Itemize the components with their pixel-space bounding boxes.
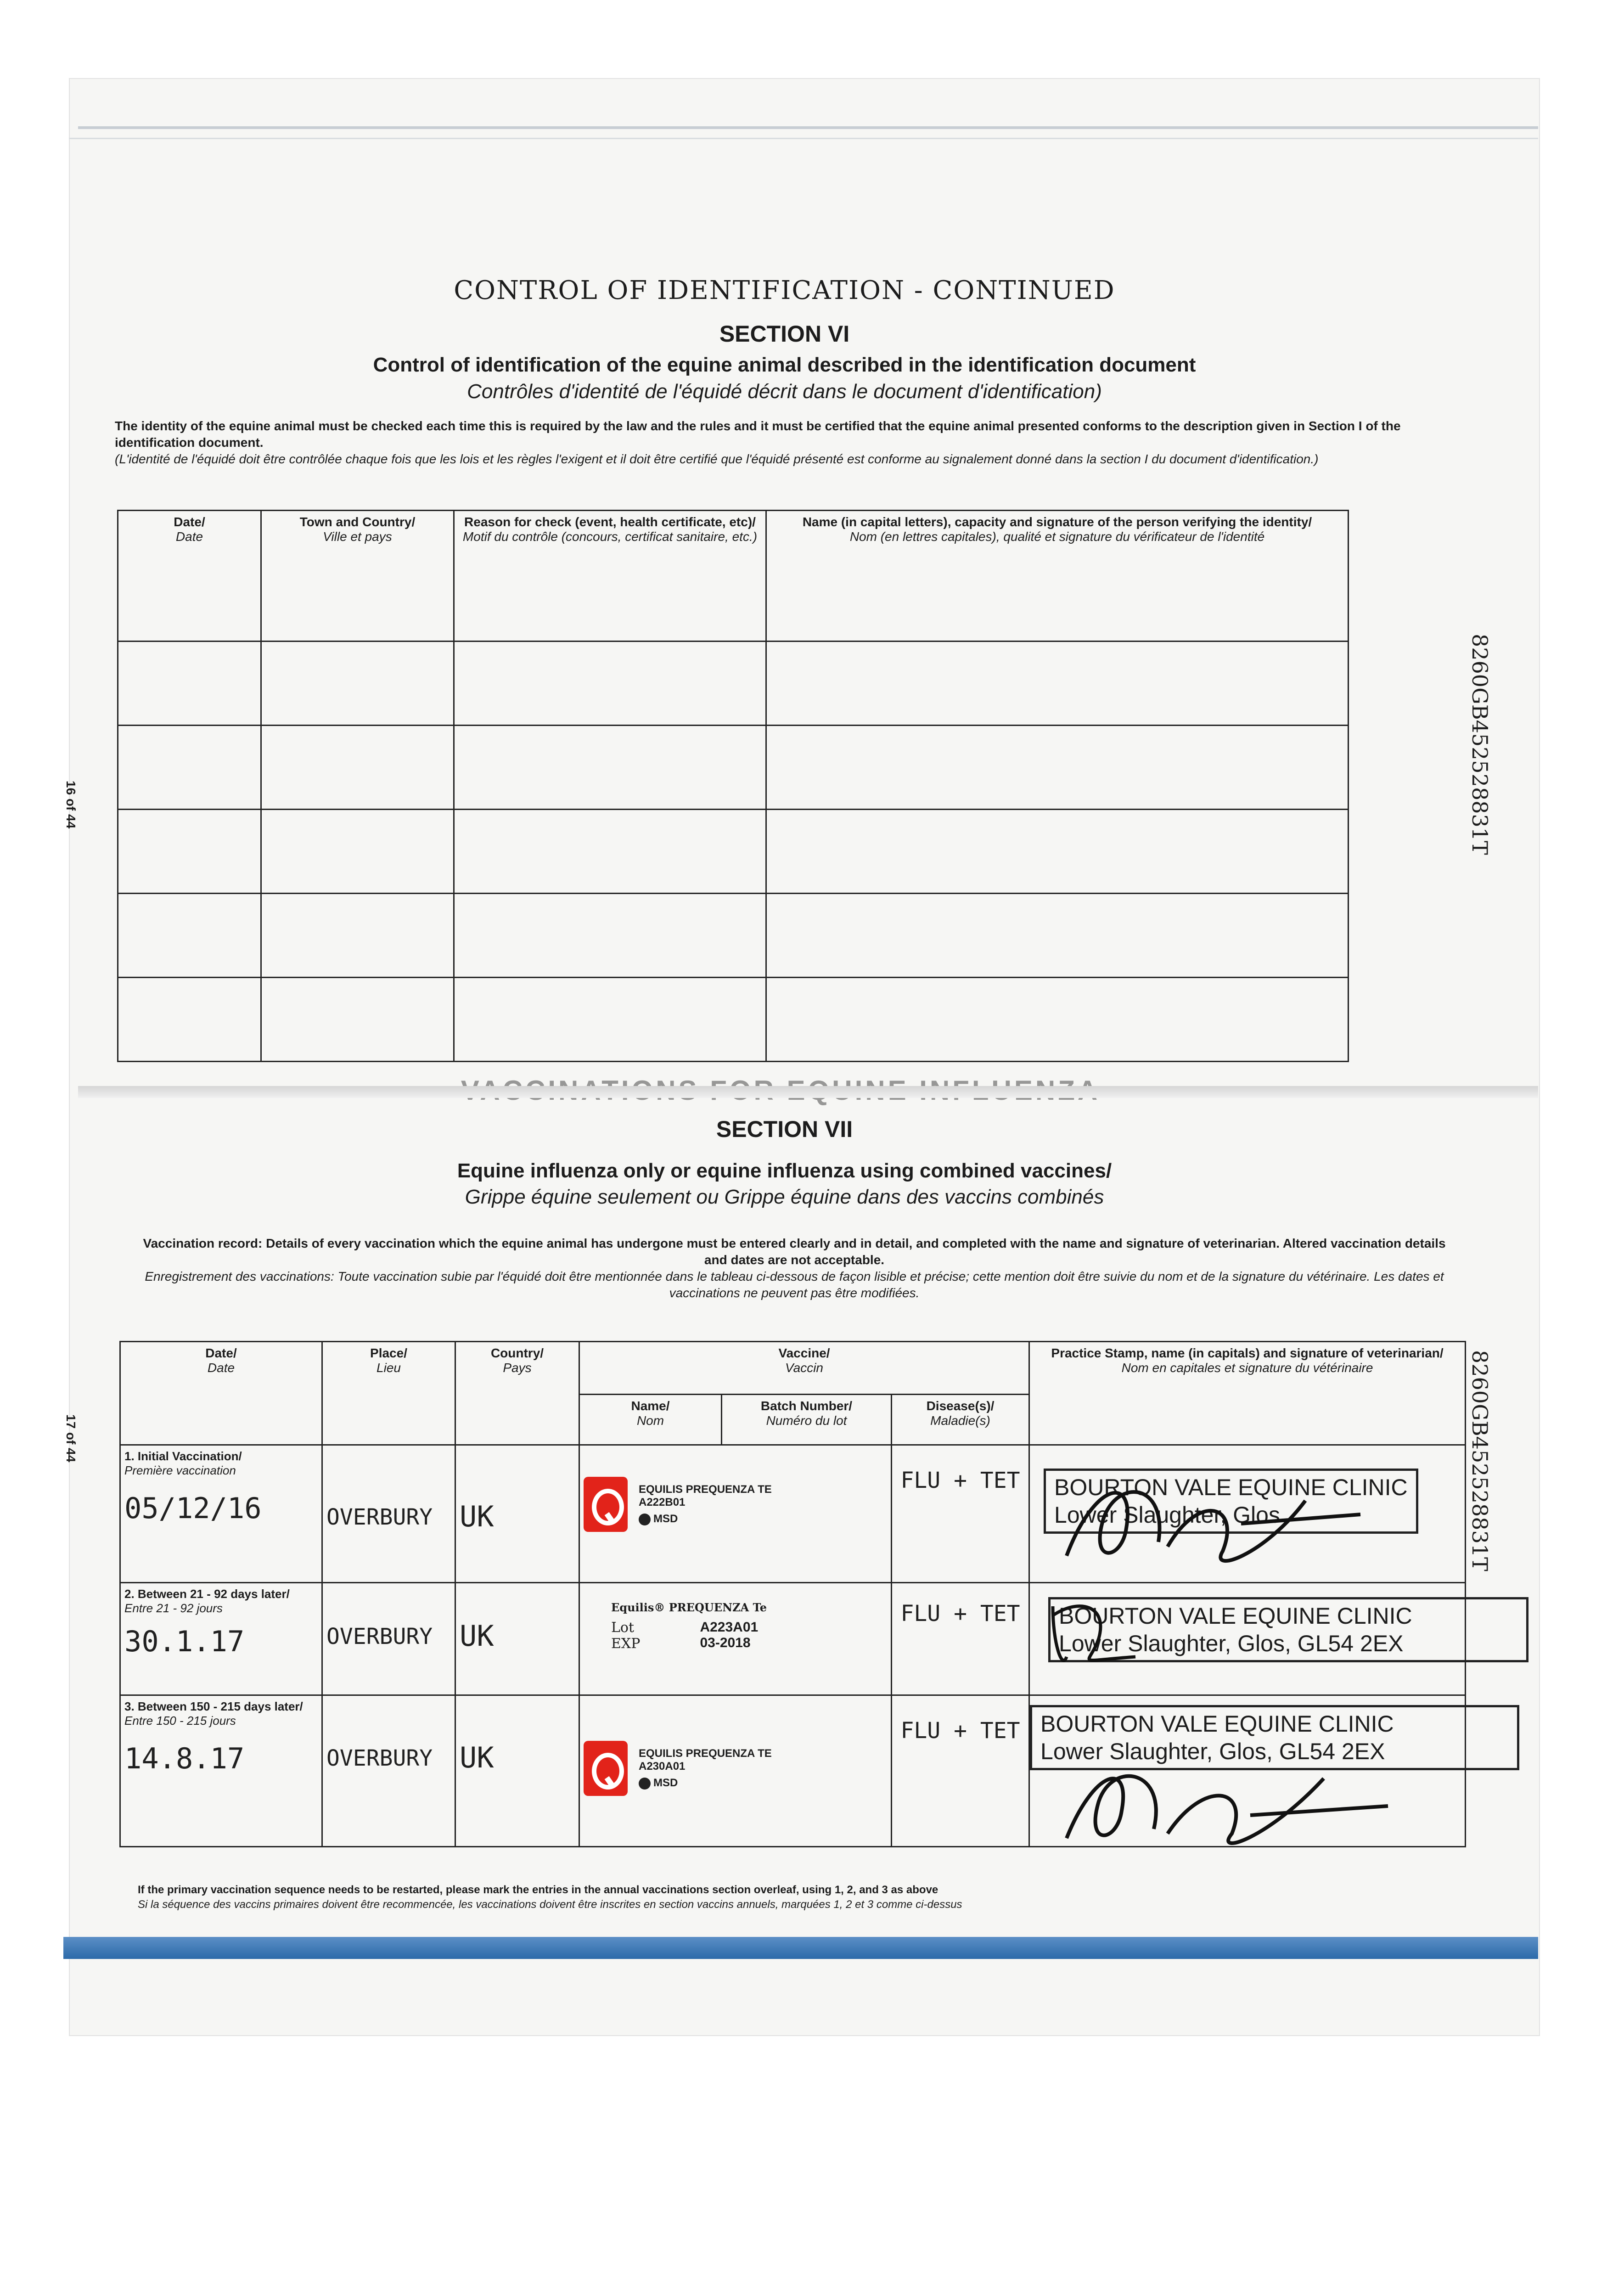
place-value: OVERBURY (326, 1624, 433, 1649)
col-vaccine: Vaccine/ Vaccin (579, 1342, 1029, 1395)
country-cell (455, 1695, 579, 1847)
section7-record-instructions (133, 1235, 1455, 1301)
vaccination-row (120, 1445, 1466, 1583)
table-cell (118, 810, 261, 894)
exp-label: EXP (611, 1636, 641, 1652)
vaccine-label (584, 1732, 887, 1796)
table-cell (118, 894, 261, 978)
col-disease: Disease(s)/ Maladie(s) (892, 1395, 1029, 1445)
table-cell (454, 894, 766, 978)
table-cell (454, 978, 766, 1062)
lot-label: Lot (611, 1620, 635, 1636)
place-cell (322, 1583, 455, 1695)
footnote-en: If the primary vaccination sequence needs to be restarted, please mark the entries in the annual vaccinations section overleaf, using 1, 2, and 3 as above (138, 1884, 938, 1896)
row-label: 3. Between 150 - 215 days later/ Entre 150 - 215 jours (124, 1699, 303, 1728)
page-number-16: 16 of 44 (64, 781, 78, 829)
vaccine-name: EQUILIS PREQUENZA TE (639, 1483, 772, 1496)
prequenza-logo-icon (584, 1741, 628, 1796)
identity-check-table (117, 510, 1349, 1062)
table-cell (261, 726, 454, 810)
page-edge-line (69, 138, 1538, 139)
table-cell (261, 978, 454, 1062)
section7-label: SECTION VII (716, 1116, 853, 1142)
vet-signature (1048, 1464, 1370, 1574)
section7-subtitle-fr: Grippe équine seulement ou Grippe équine dans des vaccins combinés (465, 1186, 1104, 1208)
place-cell (322, 1445, 455, 1583)
date-value: 05/12/16 (124, 1491, 262, 1525)
table-cell (766, 642, 1349, 726)
col-date: Date/ Date (118, 511, 261, 642)
table-cell (118, 978, 261, 1062)
row-date-cell (120, 1583, 322, 1695)
table-cell (454, 642, 766, 726)
row-date-cell (120, 1445, 322, 1583)
passport-number-top: 8260GB452528831T (1467, 634, 1492, 855)
country-value: UK (460, 1619, 494, 1653)
country-cell (455, 1583, 579, 1695)
col-verifier: Name (in capital letters), capacity and signature of the person verifying the identity/ Nom (en lettres capitales), qualité et signature du vérificateur de l'identité (766, 511, 1349, 642)
vaccination-row (120, 1583, 1466, 1695)
country-cell (455, 1445, 579, 1583)
stamp-cell (1029, 1445, 1466, 1583)
place-cell (322, 1695, 455, 1847)
vaccine-label (611, 1601, 887, 1652)
place-value: OVERBURY (326, 1504, 433, 1530)
disease-value: FLU + TET (900, 1468, 1020, 1493)
row-label: 2. Between 21 - 92 days later/ Entre 21 - 92 jours (124, 1587, 290, 1615)
vaccine-label-cell (579, 1445, 892, 1583)
footnote-fr: Si la séquence des vaccins primaires doivent être recommencée, les vaccinations doivent être inscrites en section vaccins annuels, marquées 1, 2 et 3 comme ci-dessus (138, 1898, 962, 1911)
table-cell (766, 894, 1349, 978)
vet-signature (1044, 1588, 1227, 1680)
section6-para-en: The identity of the equine animal must be checked each time this is required by the law and the rules and it must be certified that the equine animal presented conforms to the description given in Section I of the identification document. (115, 419, 1401, 450)
msd-icon (639, 1514, 651, 1525)
msd-icon (639, 1778, 651, 1790)
col-vaccine-name: Name/ Nom (579, 1395, 722, 1445)
batch-number: A230A01 (639, 1760, 686, 1773)
col-batch: Batch Number/ Numéro du lot (722, 1395, 892, 1445)
disease-value: FLU + TET (900, 1601, 1020, 1626)
practice-stamp: BOURTON VALE EQUINE CLINIC Lower Slaughter, Glos (1044, 1469, 1418, 1534)
disease-cell (892, 1583, 1029, 1695)
section7-subtitle-en: Equine influenza only or equine influenza using combined vaccines/ (457, 1159, 1112, 1182)
section6-para-fr: (L'identité de l'équidé doit être contrôlée chaque fois que les lois et les règles l'exigent et il doit être certifié que l'équidé présenté est conforme au signalement donné dans la section I du document d'identification.) (115, 452, 1319, 466)
practice-stamp: BOURTON VALE EQUINE CLINIC Lower Slaughter, Glos, GL54 2EX (1048, 1597, 1528, 1662)
practice-stamp: BOURTON VALE EQUINE CLINIC Lower Slaughter, Glos, GL54 2EX (1030, 1705, 1519, 1770)
col-reason: Reason for check (event, health certificate, etc)/ Motif du contrôle (concours, certificat sanitaire, etc.) (454, 511, 766, 642)
table-cell (261, 810, 454, 894)
col-place: Place/ Lieu (322, 1342, 455, 1445)
passport-number-bottom: 8260GB452528831T (1467, 1350, 1492, 1571)
country-value: UK (460, 1741, 494, 1774)
table-cell (454, 726, 766, 810)
section6-subtitle-en: Control of identification of the equine animal described in the identification document (373, 354, 1196, 376)
date-value: 14.8.17 (124, 1742, 245, 1775)
vaccination-table (119, 1341, 1466, 1847)
vet-signature (1039, 1751, 1406, 1852)
vaccine-name: EQUILIS PREQUENZA TE (639, 1747, 772, 1760)
table-cell (118, 726, 261, 810)
vaccine-label-cell (579, 1695, 892, 1847)
section6-header: CONTROL OF IDENTIFICATION - CONTINUED (454, 276, 1115, 305)
disease-cell (892, 1695, 1029, 1847)
page-fold (78, 1086, 1538, 1098)
section6-instructions (115, 418, 1446, 467)
table-cell (261, 642, 454, 726)
country-value: UK (460, 1500, 494, 1533)
page-number-17: 17 of 44 (64, 1414, 78, 1463)
disease-cell (892, 1445, 1029, 1583)
table-cell (766, 978, 1349, 1062)
section7-record-en: Vaccination record: Details of every vaccination which the equine animal has undergone must be entered clearly and in detail, and completed with the name and signature of veterinarian. Altered vaccination details and dates are not acceptable. (143, 1236, 1446, 1267)
vaccine-label (584, 1468, 887, 1532)
msd-logo: MSD (639, 1513, 678, 1525)
stamp-cell (1029, 1583, 1466, 1695)
row-date-cell (120, 1695, 322, 1847)
vaccination-row (120, 1695, 1466, 1847)
page-bottom-bar (63, 1937, 1538, 1959)
col-date: Date/ Date (120, 1342, 322, 1445)
page-edge-line (78, 126, 1538, 129)
col-practice-stamp: Practice Stamp, name (in capitals) and signature of veterinarian/ Nom en capitales et signature du vétérinaire (1029, 1342, 1466, 1445)
row-label: 1. Initial Vaccination/ Première vaccination (124, 1449, 242, 1477)
section6-label: SECTION VI (719, 321, 850, 347)
section7-record-fr: Enregistrement des vaccinations: Toute vaccination subie par l'équidé doit être mentionnée dans le tableau ci-dessous de façon lisible et précise; cette mention doit être suivie du nom et de la signature du vétérinaire. Les dates et vaccinations ne peuvent pas être modifiées. (145, 1269, 1444, 1300)
table-cell (261, 894, 454, 978)
table-cell (454, 810, 766, 894)
batch-number: A222B01 (639, 1496, 686, 1508)
batch-number: A223A01 (700, 1620, 759, 1635)
table-cell (766, 810, 1349, 894)
date-value: 30.1.17 (124, 1625, 245, 1658)
col-country: Country/ Pays (455, 1342, 579, 1445)
table-cell (766, 726, 1349, 810)
section6-subtitle-fr: Contrôles d'identité de l'équidé décrit dans le document d'identification) (467, 380, 1102, 403)
vaccine-label-cell (579, 1583, 892, 1695)
vaccine-name: Equilis® PREQUENZA Te (611, 1601, 767, 1614)
prequenza-logo-icon (584, 1477, 628, 1532)
expiry-date: 03-2018 (700, 1635, 751, 1650)
msd-logo: MSD (639, 1777, 678, 1790)
place-value: OVERBURY (326, 1745, 433, 1771)
stamp-cell (1029, 1695, 1466, 1847)
col-town: Town and Country/ Ville et pays (261, 511, 454, 642)
disease-value: FLU + TET (900, 1718, 1020, 1744)
table-cell (118, 642, 261, 726)
